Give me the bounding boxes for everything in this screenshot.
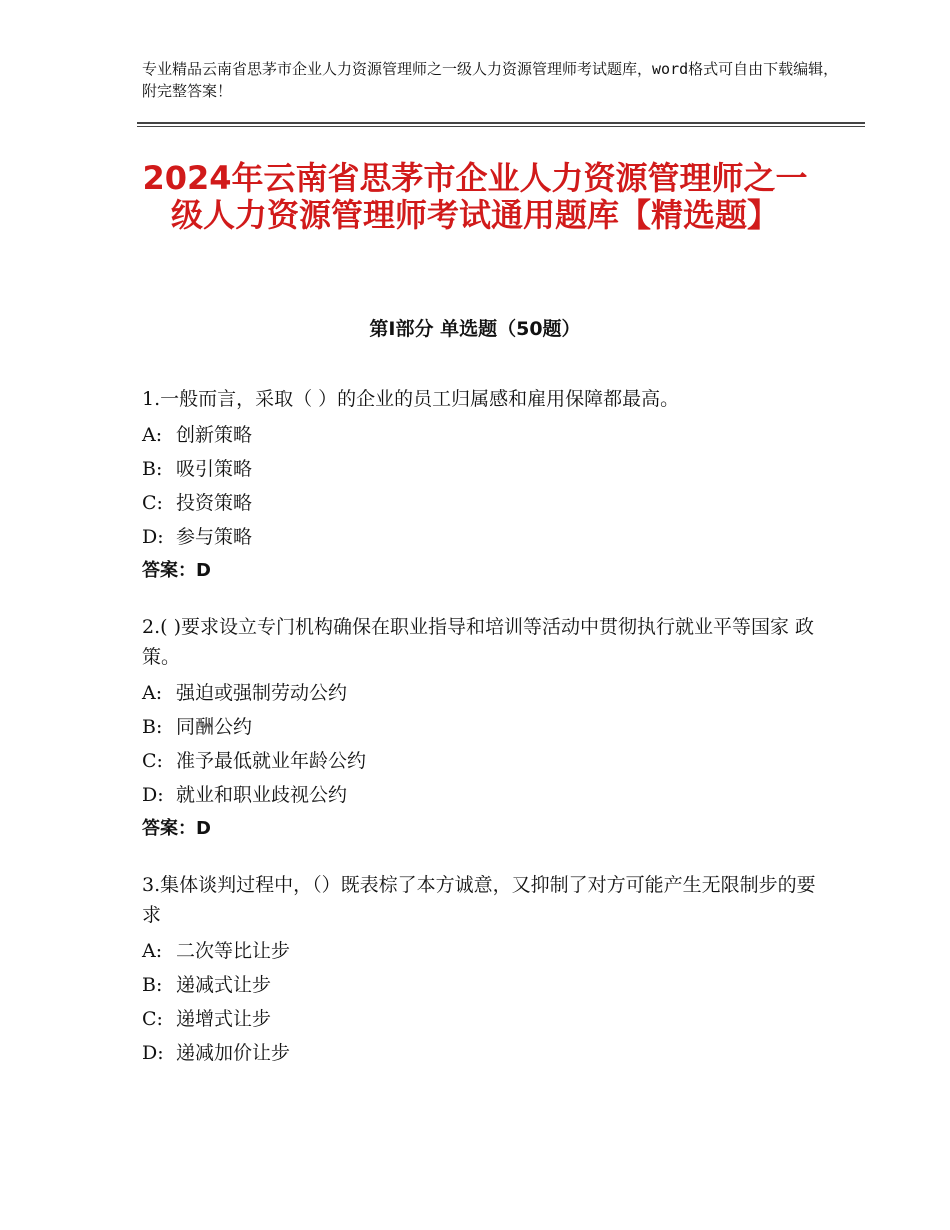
- option-text: 强迫或强制劳动公约: [176, 682, 348, 704]
- section-heading: 第Ⅰ部分 单选题（50题）: [369, 318, 581, 340]
- option-letter: D:: [142, 526, 164, 548]
- header-divider: [137, 122, 865, 124]
- option-text: 投资策略: [176, 492, 253, 514]
- question-text: 2.( )要求设立专门机构确保在职业指导和培训等活动中贯彻执行就业平等国家 政策。: [142, 616, 815, 668]
- option-letter: C:: [142, 750, 163, 772]
- option-text: 就业和职业歧视公约: [176, 784, 348, 806]
- option-text: 吸引策略: [176, 458, 253, 480]
- option-text: 递增式让步: [176, 1008, 272, 1030]
- option-letter: C:: [142, 492, 163, 514]
- option-d: [142, 778, 822, 812]
- answer-line: 答案：D: [142, 818, 211, 839]
- option-letter: B:: [142, 716, 163, 738]
- option-letter: B:: [142, 458, 163, 480]
- option-b: [142, 452, 822, 486]
- option-c: [142, 744, 822, 778]
- question-3: [142, 870, 822, 1070]
- answer-line: 答案：D: [142, 560, 211, 581]
- option-text: 递减加价让步: [176, 1042, 291, 1064]
- option-text: 创新策略: [176, 424, 253, 446]
- option-b: [142, 710, 822, 744]
- option-a: [142, 934, 822, 968]
- question-1: [142, 384, 822, 588]
- option-d: [142, 1036, 822, 1070]
- option-text: 二次等比让步: [176, 940, 291, 962]
- option-a: [142, 418, 822, 452]
- option-c: [142, 1002, 822, 1036]
- option-letter: A:: [142, 682, 163, 704]
- option-letter: D:: [142, 1042, 164, 1064]
- question-list: [142, 384, 822, 1094]
- header-note: 专业精品云南省思茅市企业人力资源管理师之一级人力资源管理师考试题库，word格式可自由下载编辑，附完整答案！: [142, 60, 839, 100]
- option-letter: D:: [142, 784, 164, 806]
- question-text: 1.一般而言，采取（ ）的企业的员工归属感和雇用保障都最高。: [142, 388, 680, 410]
- option-letter: B:: [142, 974, 163, 996]
- document-title: 2024年云南省思茅市企业人力资源管理师之一级人力资源管理师考试通用题库【精选题】: [142, 159, 808, 234]
- option-d: [142, 520, 822, 554]
- option-text: 递减式让步: [176, 974, 272, 996]
- question-2: [142, 612, 822, 846]
- option-c: [142, 486, 822, 520]
- option-text: 参与策略: [176, 526, 253, 548]
- header-divider-thin: [137, 126, 865, 127]
- option-text: 同酬公约: [176, 716, 253, 738]
- option-letter: A:: [142, 424, 163, 446]
- option-letter: C:: [142, 1008, 163, 1030]
- option-a: [142, 676, 822, 710]
- option-letter: A:: [142, 940, 163, 962]
- option-b: [142, 968, 822, 1002]
- question-text: 3.集体谈判过程中，（）既表棕了本方诚意，又抑制了对方可能产生无限制步的要求: [142, 874, 816, 926]
- option-text: 准予最低就业年龄公约: [176, 750, 367, 772]
